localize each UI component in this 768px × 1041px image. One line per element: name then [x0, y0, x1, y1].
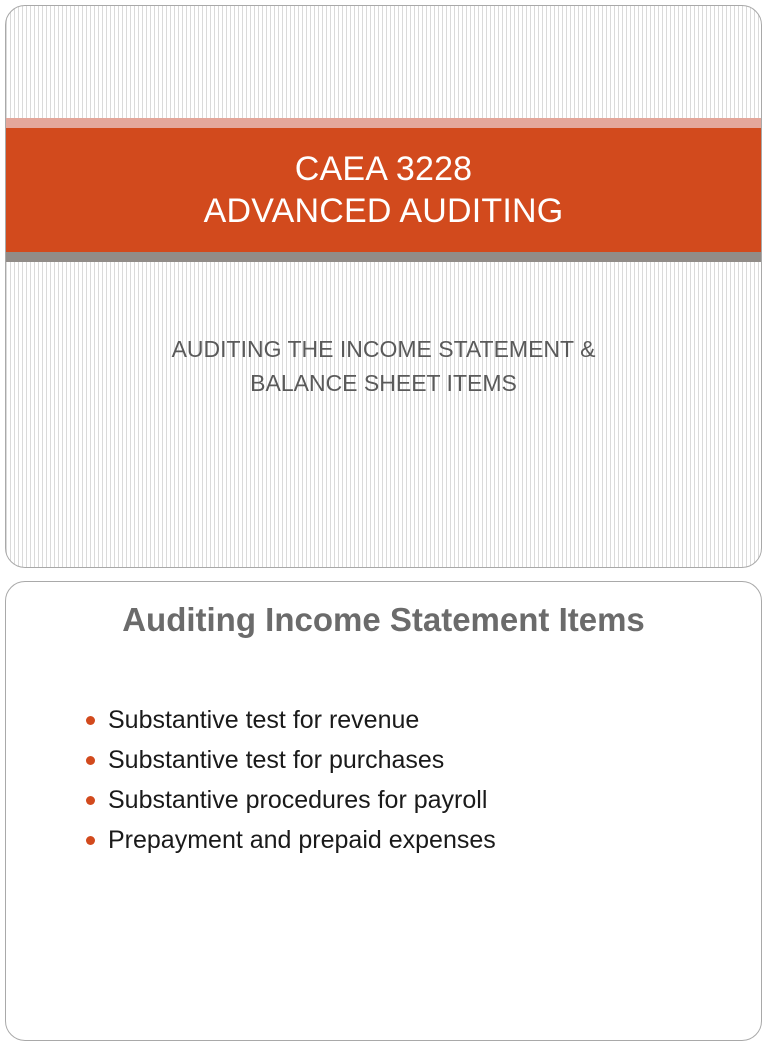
- course-title: ADVANCED AUDITING: [203, 192, 564, 230]
- subtitle-line-1: AUDITING THE INCOME STATEMENT &: [171, 336, 596, 362]
- slide-subtitle: [6, 332, 761, 400]
- slide-title: [5, 5, 762, 568]
- bullet-item: [86, 780, 496, 820]
- title-band: [6, 128, 761, 252]
- bullet-dot-icon: [86, 836, 95, 845]
- bullet-text: Substantive test for revenue: [108, 705, 420, 734]
- bullet-dot-icon: [86, 796, 95, 805]
- title-band-bottom-stripe: [6, 252, 761, 262]
- bullet-text: Substantive procedures for payroll: [108, 785, 488, 814]
- course-code: CAEA 3228: [294, 150, 473, 188]
- bullet-dot-icon: [86, 756, 95, 765]
- bullet-text: Prepayment and prepaid expenses: [108, 825, 496, 854]
- bullet-item: [86, 700, 496, 740]
- bullet-text: Substantive test for purchases: [108, 745, 445, 774]
- slide-heading: Auditing Income Statement Items: [122, 601, 645, 638]
- bullet-item: [86, 740, 496, 780]
- title-band-top-stripe: [6, 118, 761, 128]
- slide-content: [5, 581, 762, 1041]
- bullet-dot-icon: [86, 716, 95, 725]
- bullet-item: [86, 820, 496, 860]
- bullet-list: [86, 700, 496, 860]
- subtitle-line-2: BALANCE SHEET ITEMS: [250, 370, 517, 396]
